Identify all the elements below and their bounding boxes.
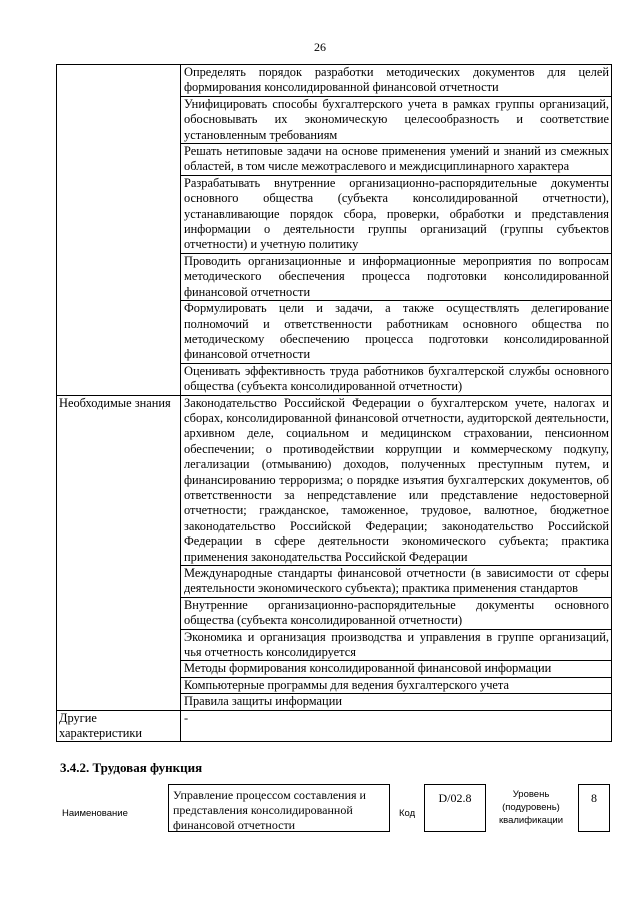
knowledge-item: Правила защиты информации bbox=[181, 694, 612, 710]
knowledge-item: Методы формирования консолидированной финансовой информации bbox=[181, 661, 612, 677]
knowledge-item: Международные стандарты финансовой отчетности (в зависимости от сферы деятельности экономического субъекта); практика применения стандартов bbox=[181, 566, 612, 598]
skills-label-cell bbox=[57, 65, 181, 396]
table-row bbox=[57, 710, 612, 742]
function-name-box: Управление процессом составления и представления консолидированной финансовой отчетности bbox=[168, 784, 390, 832]
skill-item: Определять порядок разработки методических документов для целей формирования консолидированной финансовой отчетности bbox=[181, 65, 612, 97]
knowledge-item: Внутренние организационно-распорядительные документы основного общества (субъекта консолидированной отчетности) bbox=[181, 597, 612, 629]
other-characteristics-label: Другие характеристики bbox=[57, 710, 181, 742]
function-name-label: Наименование bbox=[62, 808, 128, 819]
table-row bbox=[57, 65, 612, 97]
knowledge-item: Экономика и организация производства и управления в группе организаций, чья отчетность консолидируется bbox=[181, 629, 612, 661]
skill-item: Разрабатывать внутренние организационно-распорядительные документы основного общества (субъекта консолидированной отчетности), устанавливающие порядок сбора, проверки, обработки и представления информации о деятельности группы организаций (группы субъектов отчетности) и учетную политику bbox=[181, 175, 612, 253]
knowledge-label: Необходимые знания bbox=[57, 395, 181, 710]
knowledge-item: Законодательство Российской Федерации о бухгалтерском учете, налогах и сборах, консолидированной финансовой отчетности, аудиторской деятельности, архивном деле, социальном и медицинском страховании, пенсионном обеспечении; о противодействии коррупции и коммерческому подкупу, легализации (отмыванию) доходов, полученных преступным путем, и финансированию терроризма; о порядке изъятия бухгалтерских документов, об ответственности за непредставление или представление недостоверной отчетности; гражданское, таможенное, трудовое, валютное, бюджетное законодательство Российской Федерации; законодательство Российской Федерации в сфере деятельности экономического субъекта; практика применения законодательства Российской Федерации bbox=[181, 395, 612, 565]
skill-item: Оценивать эффективность труда работников бухгалтерской службы основного общества (субъекта консолидированной отчетности) bbox=[181, 363, 612, 395]
skill-item: Формулировать цели и задачи, а также осуществлять делегирование полномочий и ответственности работникам основного общества по методическому обеспечению процесса подготовки консолидированной финансовой отчетности bbox=[181, 301, 612, 364]
qualification-level-box: 8 bbox=[578, 784, 610, 832]
skill-item: Унифицировать способы бухгалтерского учета в рамках группы организаций, обосновывать их экономическую целесообразность и соответствие установленным требованиям bbox=[181, 96, 612, 143]
section-title: 3.4.2. Трудовая функция bbox=[60, 760, 203, 775]
knowledge-item: Компьютерные программы для ведения бухгалтерского учета bbox=[181, 677, 612, 693]
function-code-label: Код bbox=[399, 808, 416, 819]
other-characteristics-value: - bbox=[181, 710, 612, 742]
function-code-box: D/02.8 bbox=[424, 784, 486, 832]
labor-function-header bbox=[56, 784, 612, 844]
page-number: 26 bbox=[314, 40, 326, 54]
skill-item: Проводить организационные и информационные мероприятия по вопросам методического обеспечения процесса подготовки консолидированной финансовой отчетности bbox=[181, 253, 612, 300]
qualification-level-label: Уровень (подуровень) квалификации bbox=[498, 789, 564, 826]
table-row bbox=[57, 395, 612, 565]
skill-item: Решать нетиповые задачи на основе применения умений и знаний из смежных областей, в том числе межотраслевого и междисциплинарного характера bbox=[181, 144, 612, 176]
requirements-table bbox=[56, 64, 612, 742]
